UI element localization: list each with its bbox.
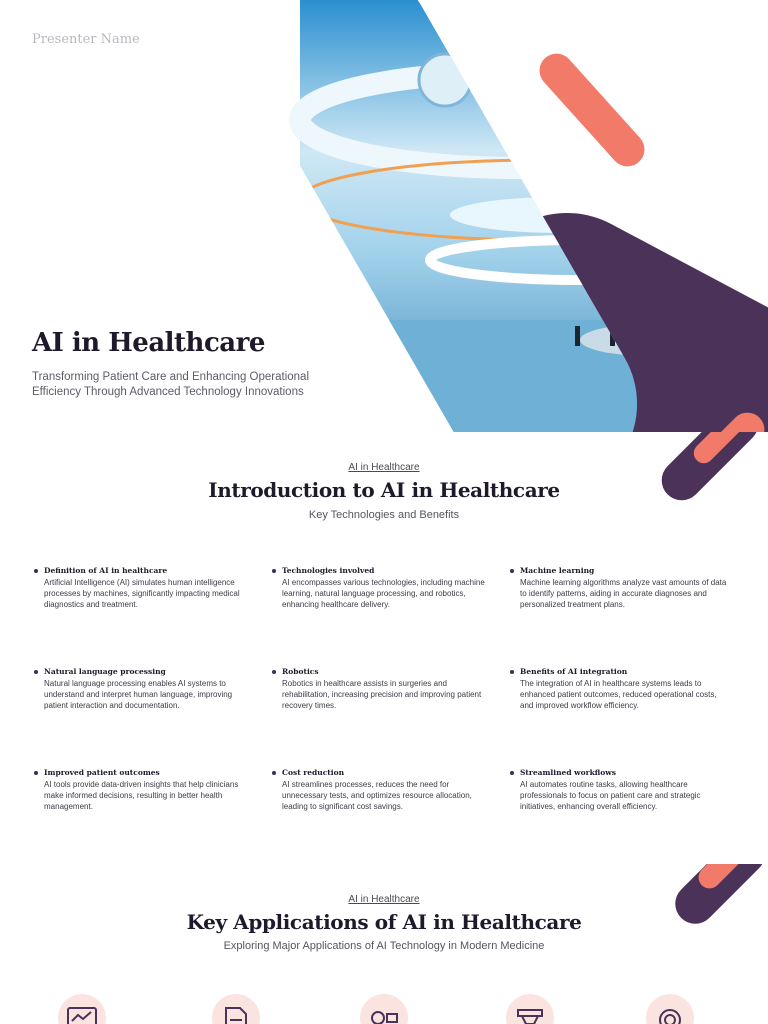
item-title: Definition of AI in healthcare — [44, 566, 168, 575]
bullet-icon — [272, 569, 276, 573]
bullet-icon — [34, 771, 38, 775]
section-kicker[interactable]: AI in Healthcare — [348, 462, 420, 473]
item-title: Technologies involved — [282, 566, 375, 575]
bullet-icon — [510, 569, 514, 573]
info-item — [520, 667, 732, 711]
item-body: AI automates routine tasks, allowing healthcare professionals to focus on patient care and strategic initiatives, enhancing overall efficiency. — [520, 780, 701, 811]
bullet-icon — [34, 569, 38, 573]
info-item — [282, 768, 494, 812]
info-item — [44, 667, 256, 711]
item-title: Cost reduction — [282, 768, 345, 777]
item-title: Benefits of AI integration — [520, 667, 628, 676]
bullet-icon — [510, 771, 514, 775]
item-body: AI tools provide data-driven insights that help clinicians make informed decisions, resulting in better health management. — [44, 780, 239, 811]
item-body: Artificial Intelligence (AI) simulates human intelligence processes by machines, significantly impacting medical diagnostics and treatment. — [44, 578, 240, 609]
section-title: Introduction to AI in Healthcare — [208, 478, 560, 502]
bullet-icon — [272, 771, 276, 775]
bullet-icon — [510, 670, 514, 674]
coral-bar-shape — [533, 47, 652, 174]
item-title: Machine learning — [520, 566, 595, 575]
item-title: Streamlined workflows — [520, 768, 616, 777]
presenter-name: Presenter Name — [32, 32, 140, 47]
info-item — [44, 768, 256, 812]
info-item — [282, 566, 494, 610]
section-title: Key Applications of AI in Healthcare — [186, 910, 582, 934]
section-kicker[interactable]: AI in Healthcare — [348, 894, 420, 905]
info-item — [282, 667, 494, 711]
applications-slide — [0, 864, 768, 1024]
item-body: Robotics in healthcare assists in surgeries and rehabilitation, increasing precision and improving patient recovery times. — [282, 679, 482, 710]
item-title: Improved patient outcomes — [44, 768, 160, 777]
item-title: Robotics — [282, 667, 319, 676]
item-body: Machine learning algorithms analyze vast amounts of data to identify patterns, aiding in accurate diagnoses and personalized treatment plans. — [520, 578, 727, 609]
info-item — [520, 566, 732, 610]
info-item — [44, 566, 256, 610]
bullet-icon — [34, 670, 38, 674]
section-subtitle: Key Technologies and Benefits — [308, 509, 460, 521]
slide-subtitle: Transforming Patient Care and Enhancing Operational Efficiency Through Advanced Technology Innovations — [32, 371, 310, 398]
section-subtitle: Exploring Major Applications of AI Technology in Modern Medicine — [223, 940, 545, 952]
title-slide — [0, 0, 768, 432]
hero-decoration — [0, 0, 768, 432]
item-body: Natural language processing enables AI systems to understand and interpret human language, improving patient interaction and documentation. — [44, 679, 233, 710]
item-body: AI streamlines processes, reduces the need for unnecessary tests, and optimizes resource allocation, leading to significant cost savings. — [282, 780, 472, 811]
item-body: The integration of AI in healthcare systems leads to enhanced patient outcomes, reduced operational costs, and improved workflow efficiency. — [520, 679, 717, 710]
item-title: Natural language processing — [44, 667, 166, 676]
slide-title: AI in Healthcare — [32, 328, 265, 358]
item-body: AI encompasses various technologies, including machine learning, natural language processing, and robotics, enhancing healthcare delivery. — [282, 578, 485, 609]
info-item — [520, 768, 732, 812]
introduction-slide — [0, 432, 768, 864]
bullet-icon — [272, 670, 276, 674]
